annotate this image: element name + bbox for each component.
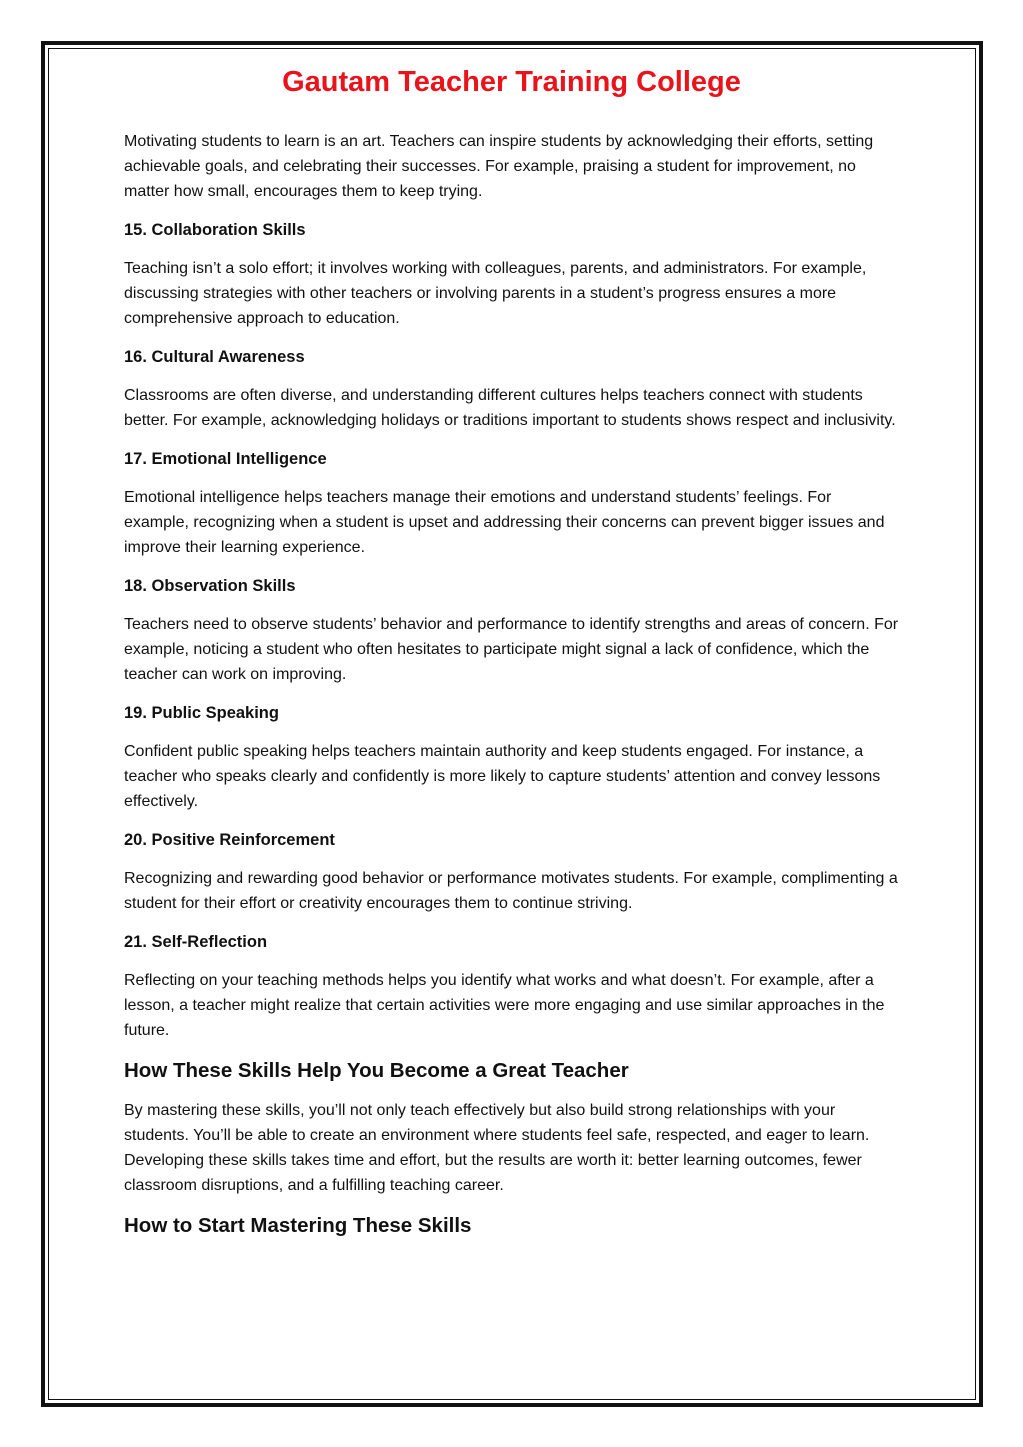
section-body-emotional-intelligence: Emotional intelligence helps teachers manage their emotions and understand students’ feelings. For example, recognizing when a student is upset and addressing their concerns can prevent bigger issues and improve their learning experience. <box>124 489 885 556</box>
section-body-public-speaking: Confident public speaking helps teachers maintain authority and keep students engaged. For instance, a teacher who speaks clearly and confidently is more likely to capture students’ attention and convey lessons effectively. <box>124 743 881 810</box>
section-body-self-reflection: Reflecting on your teaching methods helps you identify what works and what doesn’t. For example, after a lesson, a teacher might realize that certain activities were more engaging and use similar approaches in the future. <box>124 972 885 1039</box>
section-heading-self-reflection: 21. Self-Reflection <box>124 933 268 951</box>
heading-great-teacher: How These Skills Help You Become a Great Teacher <box>124 1059 629 1082</box>
section-heading-cultural-awareness: 16. Cultural Awareness <box>124 348 305 366</box>
section-heading-collaboration: 15. Collaboration Skills <box>124 221 306 239</box>
document-content <box>124 60 899 1253</box>
document-title: Gautam Teacher Training College <box>282 66 741 98</box>
paragraph-great-teacher: By mastering these skills, you’ll not only teach effectively but also build strong relationships with your students. You’ll be able to create an environment where students feel safe, respected, and eager to learn. Developing these skills takes time and effort, but the results are worth it: better learning outcomes, fewer classroom disruptions, and a fulfilling teaching career. <box>124 1102 870 1194</box>
section-heading-public-speaking: 19. Public Speaking <box>124 704 279 722</box>
intro-paragraph: Motivating students to learn is an art. Teachers can inspire students by acknowledging their efforts, setting achievable goals, and celebrating their successes. For example, praising a student for improvement, no matter how small, encourages them to keep trying. <box>124 133 874 200</box>
section-body-positive-reinforcement: Recognizing and rewarding good behavior or performance motivates students. For example, complimenting a student for their effort or creativity encourages them to continue striving. <box>124 870 898 912</box>
heading-start-mastering: How to Start Mastering These Skills <box>124 1214 472 1237</box>
section-heading-emotional-intelligence: 17. Emotional Intelligence <box>124 450 327 468</box>
section-heading-observation: 18. Observation Skills <box>124 577 296 595</box>
section-body-collaboration: Teaching isn’t a solo effort; it involves working with colleagues, parents, and administrators. For example, discussing strategies with other teachers or involving parents in a student’s progress ensures a more comprehensive approach to education. <box>124 260 867 327</box>
section-heading-positive-reinforcement: 20. Positive Reinforcement <box>124 831 335 849</box>
section-body-cultural-awareness: Classrooms are often diverse, and understanding different cultures helps teachers connect with students better. For example, acknowledging holidays or traditions important to students shows respect and inclusivity. <box>124 387 896 429</box>
section-body-observation: Teachers need to observe students’ behavior and performance to identify strengths and areas of concern. For example, noticing a student who often hesitates to participate might signal a lack of confidence, which the teacher can work on improving. <box>124 616 899 683</box>
